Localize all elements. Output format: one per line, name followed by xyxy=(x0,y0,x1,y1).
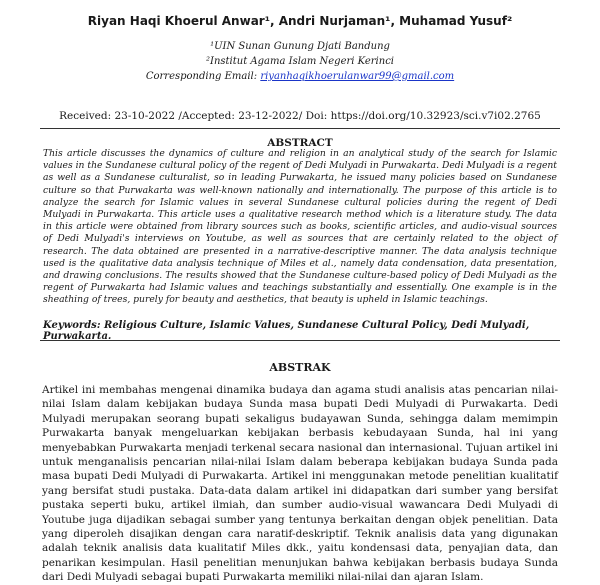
abstrak-text: Artikel ini membahas mengenai dinamika budaya dan agama studi analisis atas pencarian nilai-nilai Islam dalam kebijakan budaya Sunda masa bupati Dedi Mulyadi di Purwakarta. Dedi Mulyadi merupakan seorang bupati sekaligus budayawan Sunda, sehingga dalam memimpin Purwakarta banyak mengeluarkan kebijakan berbasis kebudayaan Sunda, hal ini yang menyebabkan Purwakarta menjadi terkenal secara nasional dan internasional. Tujuan artikel ini untuk menganalisis pencarian nilai-nilai Islam dalam beberapa kebijakan budaya Sunda pada masa bupati Dedi Mulyadi di Purwakarta. Artikel ini menggunakan metode penelitian kualitatif yang bersifat studi pustaka. Data-data dalam artikel ini didapatkan dari sumber yang bersifat pustaka seperti buku, artikel ilmiah, dan sumber audio-visual wawancara Dedi Mulyadi di Youtube juga dijadikan sebagai sumber yang tentunya berkaitan dengan objek penelitian. Data yang diperoleh disajikan dengan cara naratif-deskriptif. Teknik analisis data yang digunakan adalah teknik analisis data kualitatif Miles dkk., yaitu kondensasi data, penyajian data, dan penarikan kesimpulan. Hasil penelitian menunjukan bahwa kebijakan berbasis budaya Sunda dari Dedi Mulyadi sebagai bupati Purwakarta memiliki nilai-nilai dan ajaran Islam. xyxy=(42,384,558,584)
received-accepted-doi: Received: 23-10-2022 /Accepted: 23-12-2022/ Doi: https://doi.org/10.32923/sci.v7i02.2765 xyxy=(59,110,541,122)
abstract-text: This article discusses the dynamics of culture and religion in an analytical study of the search for Islamic values in the Sundanese cultural policy of the regent of Dedi Mulyadi in Purwakarta. Dedi Mulyadi is a regent as well as a Sundanese culturalist, so in leading Purwakarta, he issued many policies based on Sundanese culture so that Purwakarta was well-known nationally and internationally. The purpose of this article is to analyze the search for Islamic values in several Sundanese cultural policies during the regent of Dedi Mulyadi in Purwakarta. This article uses a qualitative research method which is a literature study. The data in this article were obtained from library sources such as books, scientific articles, and audio-visual sources of Dedi Mulyadi's interviews on Youtube, as well as sources that are certainly related to the object of research. The data obtained are presented in a narrative-descriptive manner. The data analysis technique used is the qualitative data analysis technique of Miles et al., namely data condensation, data presentation, and drawing conclusions. The results showed that the Sundanese culture-based policy of Dedi Mulyadi as the regent of Purwakarta had Islamic values and teachings substantially and essentially. One example is in the sheathing of trees, purely for beauty and aesthetics, that beauty is upheld in Islamic teachings. xyxy=(43,148,557,306)
affiliation-1: ¹UIN Sunan Gunung Djati Bandung xyxy=(210,41,390,52)
top-divider xyxy=(40,128,560,129)
bottom-divider xyxy=(40,340,560,341)
abstract-heading: ABSTRACT xyxy=(267,137,333,149)
affiliation-2: ²Institut Agama Islam Negeri Kerinci xyxy=(206,56,394,67)
author-list: Riyan Haqi Khoerul Anwar¹, Andri Nurjaman¹, Muhamad Yusuf² xyxy=(87,14,513,28)
email-label: Corresponding Email: xyxy=(145,71,258,82)
keywords: Keywords: Religious Culture, Islamic Values, Sundanese Cultural Policy, Dedi Mulyadi, Purwakarta. xyxy=(43,320,530,342)
corresponding-email-line xyxy=(0,71,600,82)
abstrak-heading: ABSTRAK xyxy=(269,361,331,374)
email-link[interactable]: riyanhaqikhoerulanwar99@gmail.com xyxy=(260,71,455,82)
